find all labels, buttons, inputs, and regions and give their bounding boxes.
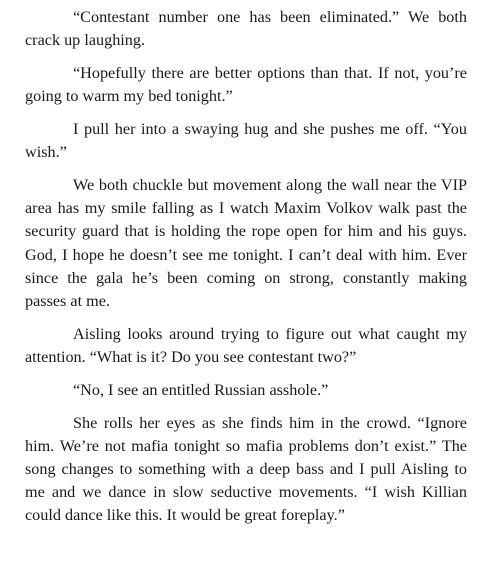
paragraph-7: She rolls her eyes as she finds him in the crowd. “Ignore him. We’re not mafia tonight so mafia problems don’t exist.” The song changes to something with a deep bass and I pull Aisling to me and we dance in slow seductive movements. “I wish Killian could dance like this. It would be great foreplay.” <box>25 413 467 525</box>
paragraph-6: “No, I see an entitled Russian asshole.” <box>73 380 329 399</box>
paragraph-2: “Hopefully there are better options than that. If not, you’re going to warm my bed tonight.” <box>25 64 467 106</box>
paragraph-3: I pull her into a swaying hug and she pushes me off. “You wish.” <box>25 120 467 162</box>
paragraph-5: Aisling looks around trying to figure out what caught my attention. “What is it? Do you see contestant two?” <box>25 324 467 367</box>
paragraph-4: We both chuckle but movement along the wall near the VIP area has my smile falling as I watch Maxim Volkov walk past the security guard that is holding the rope open for him and his guys. God, I hope he doesn’t see me tonight. I can’t deal with him. Ever since the gala he’s been coming on strong, constantly making passes at me. <box>25 176 467 311</box>
paragraph-1: “Contestant number one has been eliminated.” We both crack up laughing. <box>25 8 467 50</box>
